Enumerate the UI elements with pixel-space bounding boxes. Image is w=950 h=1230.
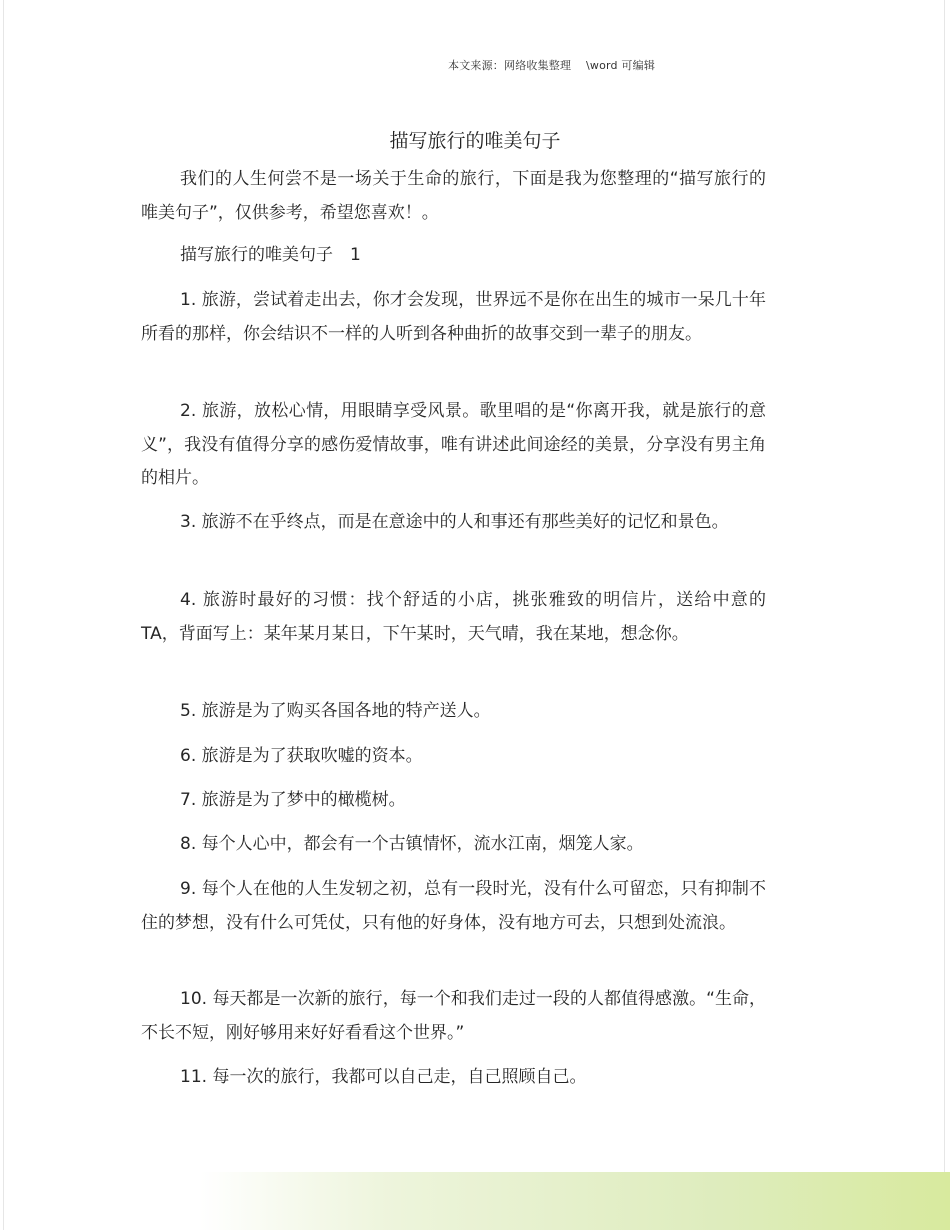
intro-paragraph: 我们的人生何尝不是一场关于生命的旅行，下面是我为您整理的“描写旅行的唯美句子”，仅供参考，希望您喜欢！。 xyxy=(141,169,766,223)
document-title: 描写旅行的唯美句子 xyxy=(389,130,561,152)
list-item: 6. 旅游是为了获取吹嘘的资本。 xyxy=(180,746,423,766)
page-left-edge xyxy=(3,0,4,1230)
list-item: 9. 每个人在他的人生发轫之初，总有一段时光，没有什么可留恋，只有抑制不住的梦想，没有什么可凭仗，只有他的好身体，没有地方可去，只想到处流浪。 xyxy=(141,879,766,933)
list-item: 10. 每天都是一次新的旅行，每一个和我们走过一段的人都值得感激。“生命，不长不短，刚好够用来好好看看这个世界。” xyxy=(141,989,766,1043)
footer-decoration xyxy=(200,1172,950,1230)
list-item: 11. 每一次的旅行，我都可以自己走，自己照顾自己。 xyxy=(180,1067,587,1087)
list-item: 8. 每个人心中，都会有一个古镇情怀，流水江南，烟笼人家。 xyxy=(180,834,644,854)
list-item: 5. 旅游是为了购买各国各地的特产送人。 xyxy=(180,701,491,721)
list-item: 1. 旅游，尝试着走出去，你才会发现，世界远不是你在出生的城市一呆几十年所看的那样，你会结识不一样的人听到各种曲折的故事交到一辈子的朋友。 xyxy=(141,290,766,344)
list-item: 2. 旅游，放松心情，用眼睛享受风景。歌里唱的是“你离开我，就是旅行的意义”，我没有值得分享的感伤爱情故事，唯有讲述此间途经的美景，分享没有男主角的相片。 xyxy=(141,401,766,488)
list-item: 7. 旅游是为了梦中的橄榄树。 xyxy=(180,790,406,810)
list-item: 3. 旅游不在乎终点，而是在意途中的人和事还有那些美好的记忆和景色。 xyxy=(180,512,729,532)
section-heading: 描写旅行的唯美句子 1 xyxy=(180,245,361,265)
page-right-edge xyxy=(944,0,945,1230)
list-item: 4. 旅游时最好的习惯：找个舒适的小店，挑张雅致的明信片，送给中意的 TA，背面写上：某年某月某日，下午某时，天气晴，我在某地，想念你。 xyxy=(141,590,766,644)
source-note: 本文来源：网络收集整理 \word 可编辑 xyxy=(448,59,656,72)
